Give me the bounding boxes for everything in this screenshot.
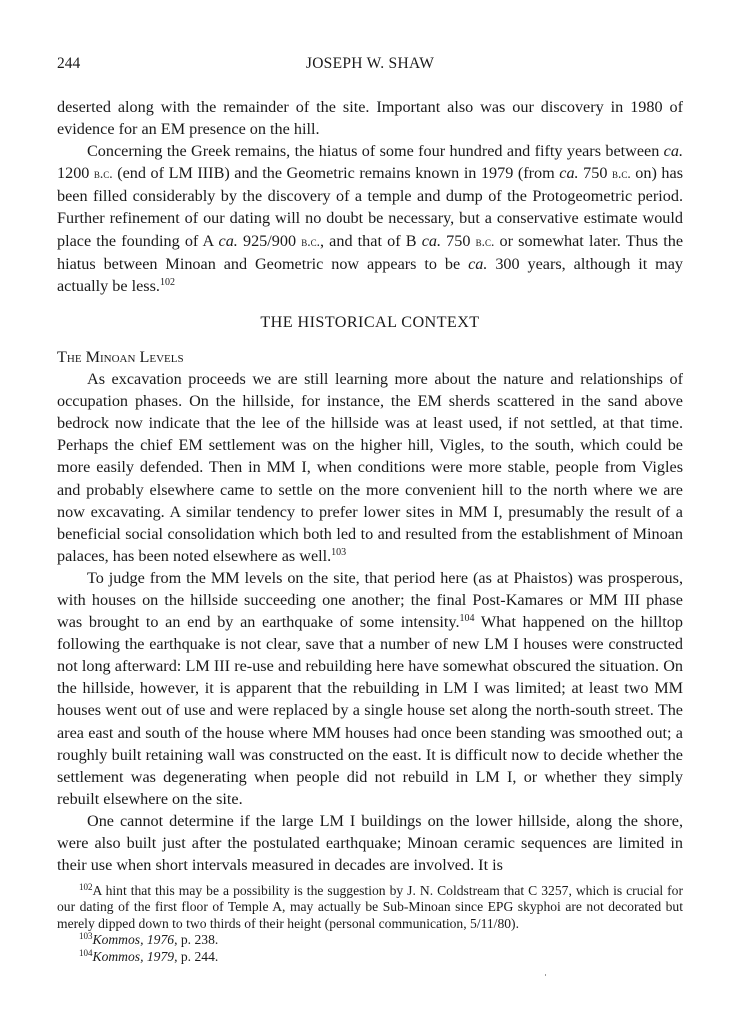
- subsection-heading: The Minoan Levels: [57, 347, 184, 366]
- page-header: [57, 55, 683, 79]
- paragraph: As excavation proceeds we are still learning more about the nature and relationships of occupation phases. On the hillside, for instance, the EM sherds scattered in the sand above bedrock now indicate that the lee of the hillside was at least used, if not settled, at that time. Perhaps the chief EM settlement was on the higher hill, Vigles, to the south, which could be more easily defended. Then in MM I, when conditions were more stable, people from Vigles and probably elsewhere came to settle on the more convenient hill to the north where we are now excavating. A similar tendency to prefer lower sites in MM I, presumably the result of a beneficial social consolidation which both led to and resulted from the establishment of Minoan palaces, has been noted elsewhere as well.$^{103}$: [57, 370, 683, 565]
- paragraph: deserted along with the remainder of the site. Important also was our discovery in 1980 of evidence for an EM presence on the hill.: [57, 98, 683, 139]
- scan-mark: [545, 974, 546, 976]
- paragraph: Concerning the Greek remains, the hiatus of some four hundred and fifty years between ca. 1200 b.c. (end of LM IIIB) and the Geometric remains known in 1979 (from ca. 750 b.c. on) has been filled considerably by the discovery of a temple and dump of the Protogeometric period. Further refinement of our dating will no doubt be necessary, but a conservative estimate would place the founding of A ca. 925/900 b.c., and that of B ca. 750 b.c. or somewhat later. Thus the hiatus between Minoan and Geometric now appears to be ca. 300 years, although it may actually be less.$^{102}$: [57, 142, 684, 295]
- footnote-ref: 102: [159, 276, 175, 288]
- footnote-102: $^{102}$A hint that this may be a possibility is the suggestion by J. N. Coldstream that C 3257, which is crucial for our dating of the first floor of Temple A, may actually be Sub-Minoan since EPG skyphoi are not decorated but merely dipped down to two thirds of their height (personal communication, 5/11/80).: [57, 882, 683, 931]
- footnote-104: $^{104}$Kommos, 1979, p. 244.: [79, 947, 219, 964]
- section-heading: THE HISTORICAL CONTEXT: [260, 312, 480, 331]
- page: [57, 55, 683, 876]
- footnotes: [57, 883, 683, 965]
- body-text: [57, 96, 683, 876]
- paragraph: One cannot determine if the large LM I buildings on the lower hillside, along the shore, were also built just after the postulated earthquake; Minoan ceramic sequences are limited in their use when short intervals measured in decades are involved. It is: [57, 811, 683, 875]
- running-head: JOSEPH W. SHAW: [305, 55, 435, 72]
- page-number: 244: [57, 55, 81, 72]
- footnote-ref: 103: [331, 546, 347, 558]
- paragraph: To judge from the MM levels on the site, that period here (as at Phaistos) was prosperous, with houses on the hillside succeeding one another; the final Post-Kamares or MM III phase was brought to an end by an earthquake of some intensity.$^{104}$ What happened on the hilltop following the earthquake is not clear, save that a number of new LM I houses were constructed not long afterward: LM III re-use and rebuilding here have somewhat obscured the situation. On the hillside, however, it is apparent that the rebuilding in LM I was limited; at least two MM houses went out of use and were replaced by a single house set along the north-south street. The area east and south of the house where MM houses had once been standing was smoothed out; a roughly built retaining wall was constructed on the east. It is difficult now to decide whether the settlement was degenerating when people did not rebuild in LM I, or whether they simply rebuilt elsewhere on the site.: [57, 568, 683, 808]
- footnote-103: $^{103}$Kommos, 1976, p. 238.: [79, 931, 219, 948]
- footnote-ref: 104: [459, 613, 475, 625]
